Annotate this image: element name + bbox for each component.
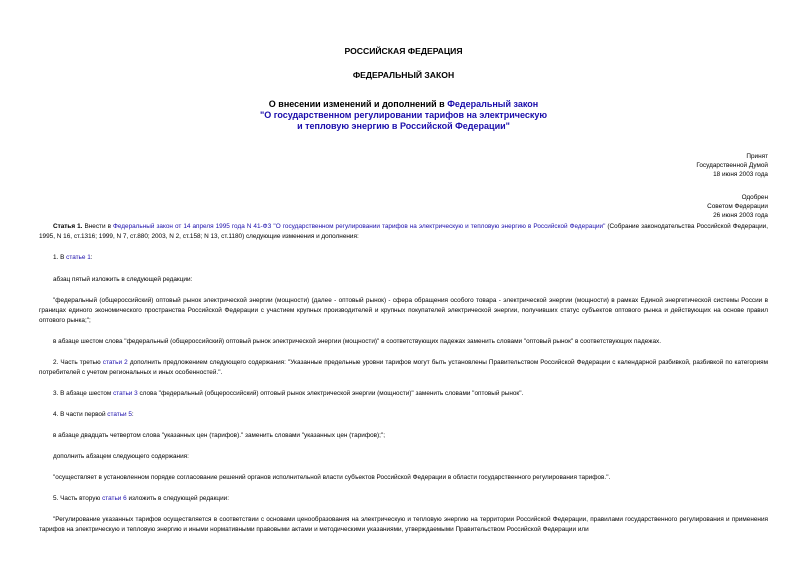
new-abzac-text: "осуществляет в установленном порядке согласование решений органов исполнительной власти субъектов Российской Федерации в области государственного регулирования тарифов.".	[53, 474, 611, 481]
adopted-block	[696, 152, 768, 179]
abzac-5-intro: абзац пятый изложить в следующей редакции:	[53, 276, 193, 283]
article-5-link[interactable]: статьи 5	[107, 411, 132, 418]
item-3-text-end: слова "федеральный (общероссийский) оптовый рынок электрической энергии (мощности)" заменить словами "оптовый рынок".	[137, 390, 524, 397]
article-1-text-end: (Собрание законодательства Российской Федерации, 1995, N 16, ст.1316; 1999, N 7, ст.880; 2003, N 2, ст.158; N 13, ст.1180) следующие изменения и дополнения:	[39, 223, 768, 240]
law-title-line2[interactable]: "О государственном регулировании тарифов на электрическую	[259, 110, 548, 120]
add-abzac-intro: дополнить абзацем следующего содержания:	[53, 453, 189, 460]
law-type-heading: ФЕДЕРАЛЬНЫЙ ЗАКОН	[352, 70, 455, 80]
article-6-link[interactable]: статьи 6	[102, 495, 127, 502]
item-4-paragraph	[39, 410, 768, 420]
adopted-date: 18 июня 2003 года	[713, 171, 768, 178]
title-law-link[interactable]: Федеральный закон	[447, 99, 539, 109]
title-prefix: О внесении изменений и дополнений в	[268, 99, 448, 109]
approved-body: Советом Федерации	[707, 203, 768, 210]
item-2-text-start: 2. Часть третью	[53, 359, 103, 366]
wholesale-market-definition: "федеральный (общероссийский) оптовый рынок электрической энергии (мощности) (далее - оптовый рынок) - сфера обращения особого товара - электрической энергии (мощности) в рамках Единой энергетической системы России в границах единого экономического пространства Российской Федерации с участием крупных производителей и крупных покупателей электрической энергии, получивших статус субъектов оптового рынка и действующих на основе правил оптового рынка;";	[39, 297, 768, 324]
adopted-label: Принят	[746, 153, 768, 160]
article-1-link[interactable]: статье 1	[66, 254, 91, 261]
article-2-link[interactable]: статьи 2	[102, 359, 128, 366]
country-heading: РОССИЙСКАЯ ФЕДЕРАЦИЯ	[344, 46, 463, 56]
abzac-6-replacement: в абзаце шестом слова "федеральный (общероссийский) оптовый рынок электрической энергии (мощности)" в соответствующих падежах заменить словами "оптовый рынок" в соответствующих падежах.	[53, 338, 661, 345]
item-3-paragraph	[39, 389, 768, 399]
article-3-link[interactable]: статьи 3	[113, 390, 138, 397]
article-1-paragraph	[39, 222, 768, 242]
item-1-paragraph	[39, 253, 768, 263]
item-5-paragraph	[39, 494, 768, 504]
law-title-line3[interactable]: и тепловую энергию в Российской Федерации"	[297, 121, 510, 131]
article-1-text-start: Внести в	[82, 223, 114, 230]
law-title-line1	[0, 99, 807, 110]
item-1-text-start: 1. В	[53, 254, 67, 261]
item-3-text-start: 3. В абзаце шестом	[53, 390, 114, 397]
abzac-24-replacement: в абзаце двадцать четвертом слова "указанных цен (тарифов)." заменить словами "указанных цен (тарифов);";	[53, 432, 385, 439]
approved-label: Одобрен	[741, 194, 768, 201]
adopted-body: Государственной Думой	[696, 162, 768, 169]
item-5-text-end: изложить в следующей редакции:	[126, 495, 229, 502]
item-2-paragraph	[39, 358, 768, 378]
article-1-law-link[interactable]: Федеральный закон от 14 апреля 1995 года N 41-ФЗ "О государственном регулировании тарифов на электрическую и тепловую энергию в Российской Федерации"	[113, 223, 606, 230]
approved-block	[707, 193, 768, 220]
item-5-text-start: 5. Часть вторую	[53, 495, 103, 502]
item-4-text-start: 4. В части первой	[53, 411, 108, 418]
item-2-text-end: дополнить предложением следующего содержания: "Указанные предельные уровни тарифов могут быть установлены Правительством Российской Федерации с календарной разбивкой, разбивкой по категориям потребителей с учетом региональных и иных особенностей.".	[39, 359, 768, 376]
approved-date: 26 июня 2003 года	[713, 212, 768, 219]
item-4-text-end: :	[131, 411, 134, 418]
item-1-text-end: :	[90, 254, 93, 261]
article-1-label: Статья 1.	[53, 223, 83, 230]
tariff-regulation-paragraph: "Регулирование указанных тарифов осуществляется в соответствии с основами ценообразования на электрическую и тепловую энергию на территории Российской Федерации, правилами государственного регулирования и применения тарифов на электрическую и тепловую энергию и иными нормативными правовыми актами и методическими указаниями, утверждаемыми Правительством Российской Федерации или	[39, 516, 768, 533]
